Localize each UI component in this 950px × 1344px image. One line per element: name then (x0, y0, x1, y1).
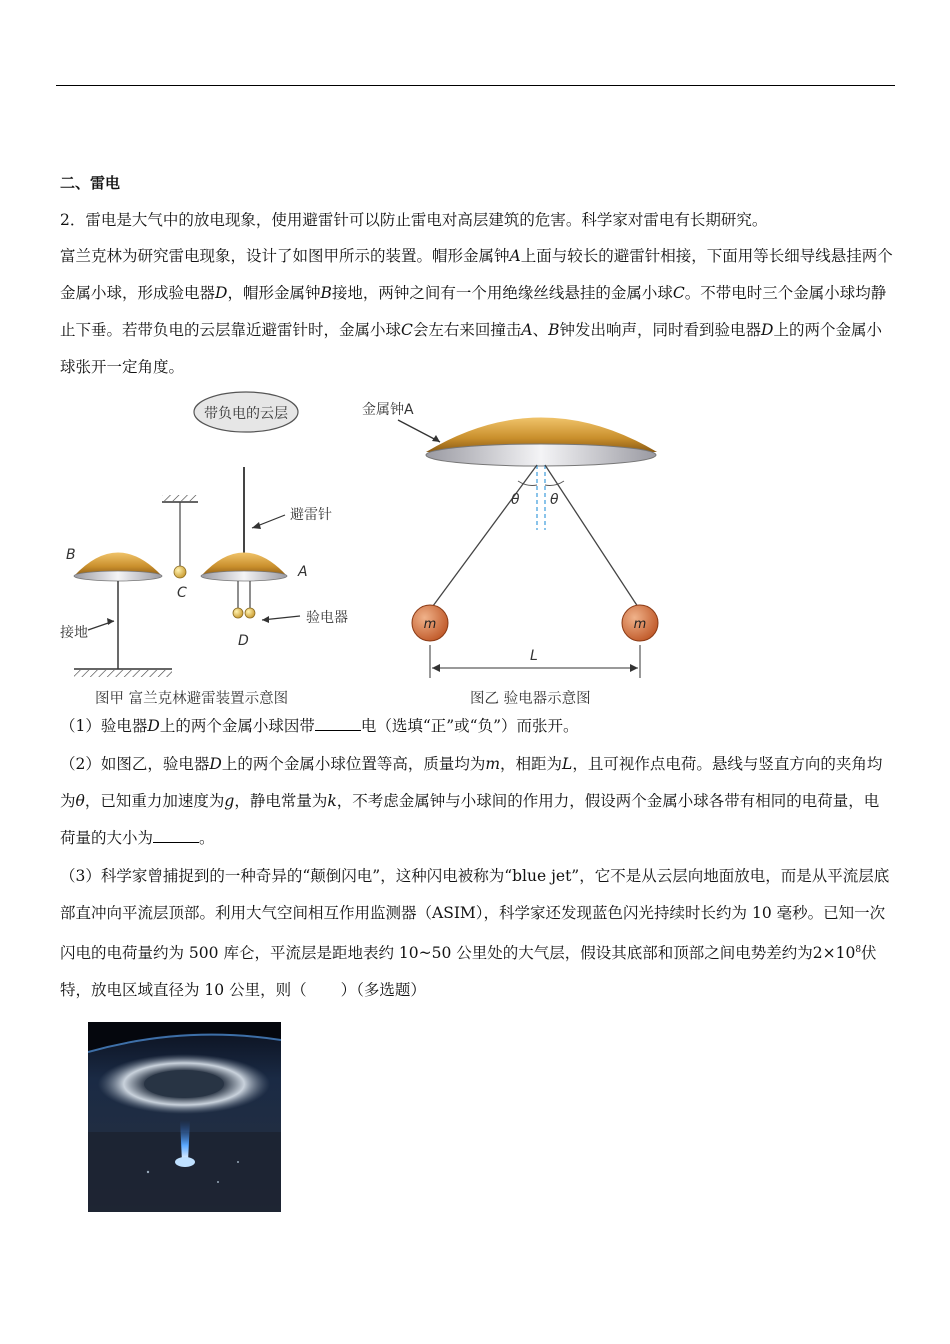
cloud-label: 带负电的云层 (204, 406, 288, 422)
electroscope-ball-right (245, 608, 255, 618)
question-1: （1）验电器D上的两个金属小球因带 电（选填“正”或“负”）而张开。 (60, 717, 579, 735)
ball-c-label: C (177, 585, 187, 601)
mass-right: m (633, 617, 647, 632)
question-2: （2）如图乙，验电器D上的两个金属小球位置等高，质量均为m，相距为L，且可视作点电荷。悬线与竖直方向的夹角均为θ，已知重力加速度为g，静电常量为k，不考虑金属钟与小球间的作用力，假设两个金属小球各带有相同的电荷量，电荷量的大小为 。 (60, 755, 883, 847)
rod-label: 避雷针 (290, 507, 332, 523)
thread-right (545, 465, 640, 610)
section-title: 二、雷电 (60, 174, 121, 192)
ceiling-hatch (162, 495, 198, 501)
theta-left: θ (511, 492, 520, 508)
header-rule (56, 85, 895, 86)
figure-b (362, 402, 658, 707)
distance-label: L (530, 648, 538, 664)
figure-a (60, 392, 348, 707)
thread-left (430, 465, 537, 610)
mass-left: m (423, 617, 437, 632)
question-intro: 2．雷电是大气中的放电现象，使用避雷针可以防止雷电对高层建筑的危害。科学家对雷电有长期研究。 (60, 211, 768, 229)
question-3: （3）科学家曾捕捉到的一种奇异的“颠倒闪电”，这种闪电被称为“blue jet”，它不是从云层向地面放电，而是从平流层底部直冲向平流层顶部。利用大气空间相互作用监测器（ASIM），科学家还发现蓝色闪光持续时长约为 10 毫秒。已知一次闪电的电荷量约为 500 库仑，平流层是距地表约 10~50 公里处的大气层，假设其底部和顶部之间电势差约为$2\times 10^8$伏特，放电区域直径为 10 公里，则（ ）（多选题） (60, 867, 890, 1000)
ball-c (174, 566, 186, 578)
electroscope-label: 验电器 (306, 610, 348, 626)
ground-hatch (74, 670, 172, 677)
answer-blank-2[interactable] (153, 830, 199, 843)
setup-paragraph: 富兰克林为研究雷电现象，设计了如图甲所示的装置。帽形金属钟A上面与较长的避雷针相接，下面用等长细导线悬挂两个金属小球，形成验电器D，帽形金属钟B接地，两钟之间有一个用绝缘丝线悬挂的金属小球C。不带电时三个金属小球均静止下垂。若带负电的云层靠近避雷针时，金属小球C会左右来回撞击A、B钟发出响声，同时看到验电器D上的两个金属小球张开一定角度。 (60, 247, 893, 376)
answer-blank-1[interactable] (315, 718, 361, 731)
figure-a-caption: 图甲 富兰克林避雷装置示意图 (95, 691, 289, 707)
bell-label: 金属钟A (362, 402, 414, 418)
figure-b-caption: 图乙 验电器示意图 (470, 691, 591, 707)
blue-jet-photo (88, 1022, 281, 1212)
electroscope-ball-left (233, 608, 243, 618)
bell-b-label: B (66, 547, 76, 563)
ground-label: 接地 (60, 625, 88, 641)
electroscope-d-label: D (238, 633, 249, 649)
figures (0, 385, 950, 715)
bell-a-label: A (298, 564, 308, 580)
theta-right: θ (550, 492, 559, 508)
